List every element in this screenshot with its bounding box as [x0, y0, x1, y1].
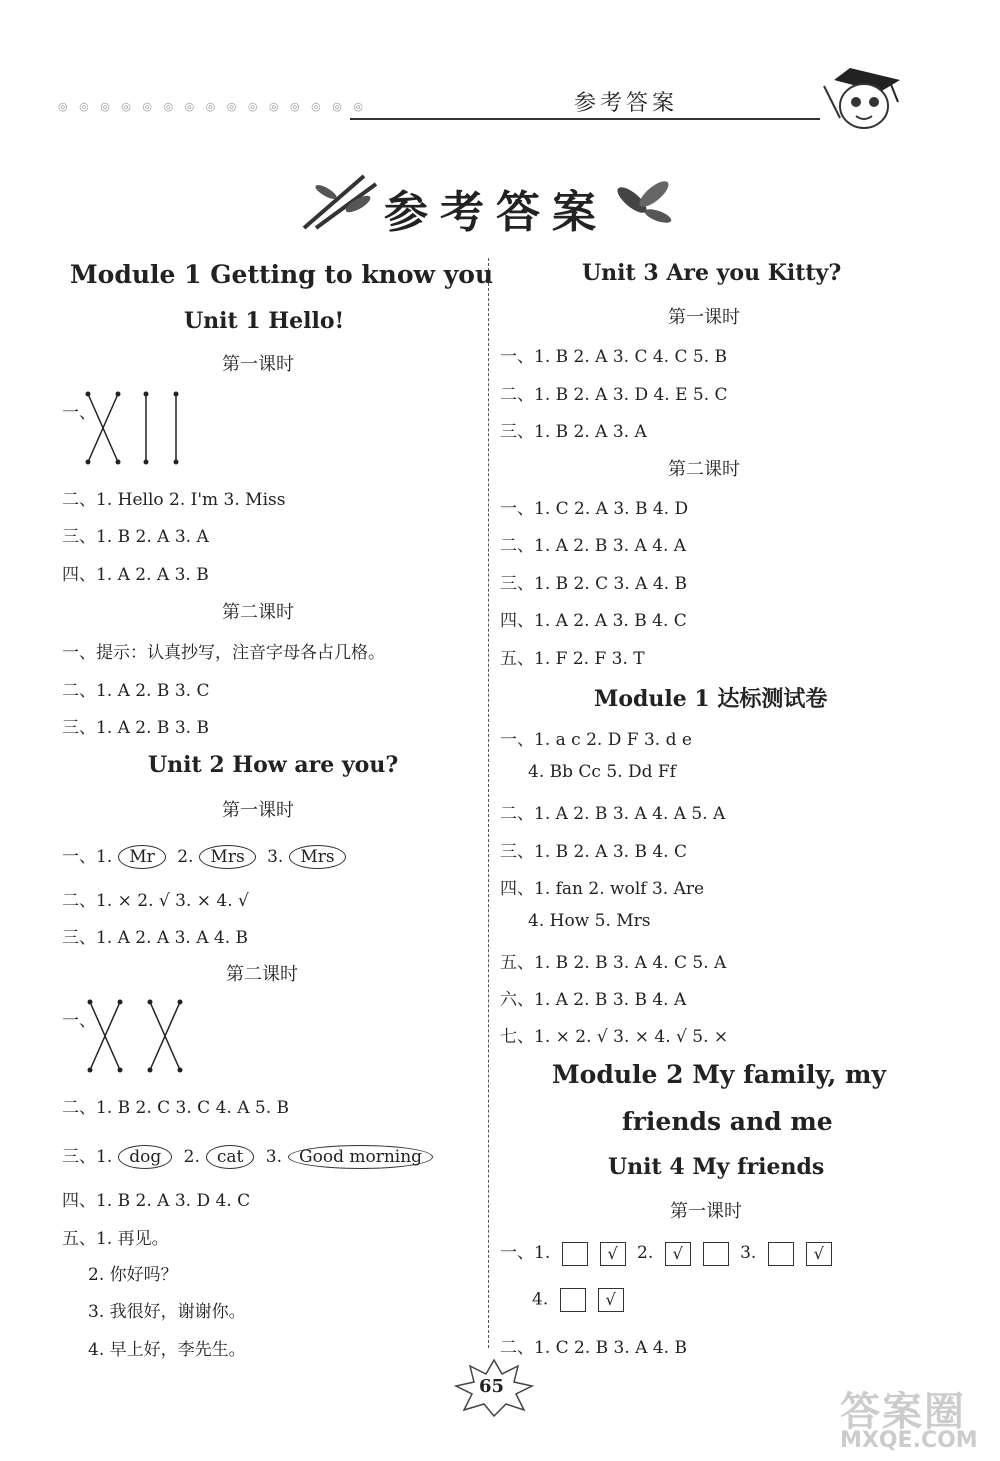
unit1-l2-line: 一、提示：认真抄写，注音字母各占几格。 [62, 643, 385, 663]
test-line: 4. How 5. Mrs [528, 911, 651, 931]
unit3-l1-line: 三、1. B 2. A 3. A [500, 422, 647, 442]
unit1-lesson1: 第一课时 [222, 354, 294, 375]
checkbox-checked: √ [665, 1242, 691, 1266]
unit2-l2-line: 四、1. B 2. A 3. D 4. C [62, 1191, 251, 1211]
checkbox-empty [560, 1288, 586, 1312]
unit1-q1-label: 一、 [62, 403, 96, 423]
unit1-l2-line: 三、1. A 2. B 3. B [62, 718, 209, 738]
test-line: 七、1. × 2. √ 3. × 4. √ 5. × [500, 1027, 729, 1047]
page-number: 65 [479, 1376, 505, 1397]
answer-oval: Mrs [289, 845, 345, 869]
unit1-l1-line: 二、1. Hello 2. I'm 3. Miss [62, 490, 286, 510]
unit2-l1-line: 三、1. A 2. A 3. A 4. B [62, 928, 249, 948]
test-line: 五、1. B 2. B 3. A 4. C 5. A [500, 953, 727, 973]
leaves-right-icon [610, 170, 676, 234]
checkbox-empty [562, 1242, 588, 1266]
test-line: 六、1. A 2. B 3. B 4. A [500, 990, 687, 1010]
unit2-l2-q2: 二、1. B 2. C 3. C 4. A 5. B [62, 1098, 290, 1118]
unit2-l2-line: 4. 早上好，李先生。 [88, 1340, 246, 1360]
checkbox-checked: √ [598, 1288, 624, 1312]
unit4-lesson1: 第一课时 [670, 1201, 742, 1222]
answer-oval: Mr [118, 845, 166, 869]
matching-lines-unit2 [82, 996, 192, 1076]
answer-oval: Mrs [199, 845, 255, 869]
bamboo-left-icon [296, 170, 382, 234]
header-title: 参考答案 [574, 91, 679, 116]
answer-oval: dog [118, 1145, 172, 1169]
unit1-lesson2: 第二课时 [222, 602, 294, 623]
unit2-lesson2: 第二课时 [226, 964, 298, 985]
test-line: 一、1. a c 2. D F 3. d e [500, 730, 692, 750]
unit3-l2-line: 三、1. B 2. C 3. A 4. B [500, 574, 687, 594]
header-rule [350, 118, 820, 120]
unit3-l1-line: 一、1. B 2. A 3. C 4. C 5. B [500, 347, 728, 367]
graduate-mascot-icon [820, 56, 920, 138]
test-line: 四、1. fan 2. wolf 3. Are [500, 879, 705, 899]
watermark-url: MXQE.COM [840, 1428, 978, 1453]
checkbox-checked: √ [806, 1242, 832, 1266]
unit2-l2-line: 五、1. 再见。 [62, 1229, 169, 1249]
unit1-l2-line: 二、1. A 2. B 3. C [62, 681, 210, 701]
answer-oval: Good morning [288, 1145, 433, 1169]
module2-title-line1: Module 2 My family, my [552, 1060, 887, 1089]
checkbox-empty [768, 1242, 794, 1266]
unit2-l2-q1-label: 一、 [62, 1011, 96, 1031]
unit1-title: Unit 1 Hello! [184, 308, 345, 334]
answer-oval: cat [206, 1145, 255, 1169]
unit1-l1-line: 三、1. B 2. A 3. A [62, 527, 209, 547]
watermark-text: 答案圈 [840, 1389, 966, 1435]
unit2-q3-row: 三、1. dog 2. cat 3. Good morning [62, 1142, 439, 1169]
unit3-l2-line: 一、1. C 2. A 3. B 4. D [500, 499, 689, 519]
unit3-title: Unit 3 Are you Kitty? [582, 260, 842, 286]
module1-title: Module 1 Getting to know you [70, 260, 494, 289]
module1-test-title: Module 1 达标测试卷 [594, 686, 828, 712]
unit3-lesson2: 第二课时 [668, 459, 740, 480]
column-divider [488, 258, 489, 1348]
unit4-q2: 二、1. C 2. B 3. A 4. B [500, 1338, 687, 1358]
matching-lines-unit1 [80, 388, 190, 468]
unit1-l1-line: 四、1. A 2. A 3. B [62, 565, 209, 585]
unit3-l1-line: 二、1. B 2. A 3. D 4. E 5. C [500, 385, 728, 405]
unit4-q1-row2: 4. √ [532, 1288, 630, 1312]
unit2-title: Unit 2 How are you? [148, 752, 399, 778]
test-line: 三、1. B 2. A 3. B 4. C [500, 842, 687, 862]
checkbox-empty [703, 1242, 729, 1266]
header-dots: ◎ ◎ ◎ ◎ ◎ ◎ ◎ ◎ ◎ ◎ ◎ ◎ ◎ ◎ ◎ [58, 100, 367, 113]
unit3-lesson1: 第一课时 [668, 307, 740, 328]
main-title: 参考答案 [384, 187, 608, 238]
unit2-l2-line: 3. 我很好，谢谢你。 [88, 1302, 246, 1322]
unit2-lesson1: 第一课时 [222, 800, 294, 821]
unit2-l2-line: 2. 你好吗？ [88, 1265, 178, 1285]
unit4-q1-row: 一、1. √ 2. √ 3. √ [500, 1238, 838, 1266]
unit3-l2-line: 二、1. A 2. B 3. A 4. A [500, 536, 687, 556]
unit2-q1-row: 一、1. Mr 2. Mrs 3. Mrs [62, 842, 352, 869]
unit2-l1-line: 二、1. × 2. √ 3. × 4. √ [62, 891, 249, 911]
test-line: 4. Bb Cc 5. Dd Ff [528, 762, 676, 782]
test-line: 二、1. A 2. B 3. A 4. A 5. A [500, 804, 726, 824]
module2-title-line2: friends and me [622, 1107, 833, 1136]
checkbox-checked: √ [600, 1242, 626, 1266]
unit3-l2-line: 五、1. F 2. F 3. T [500, 649, 645, 669]
unit4-title: Unit 4 My friends [608, 1154, 825, 1180]
unit3-l2-line: 四、1. A 2. A 3. B 4. C [500, 611, 687, 631]
